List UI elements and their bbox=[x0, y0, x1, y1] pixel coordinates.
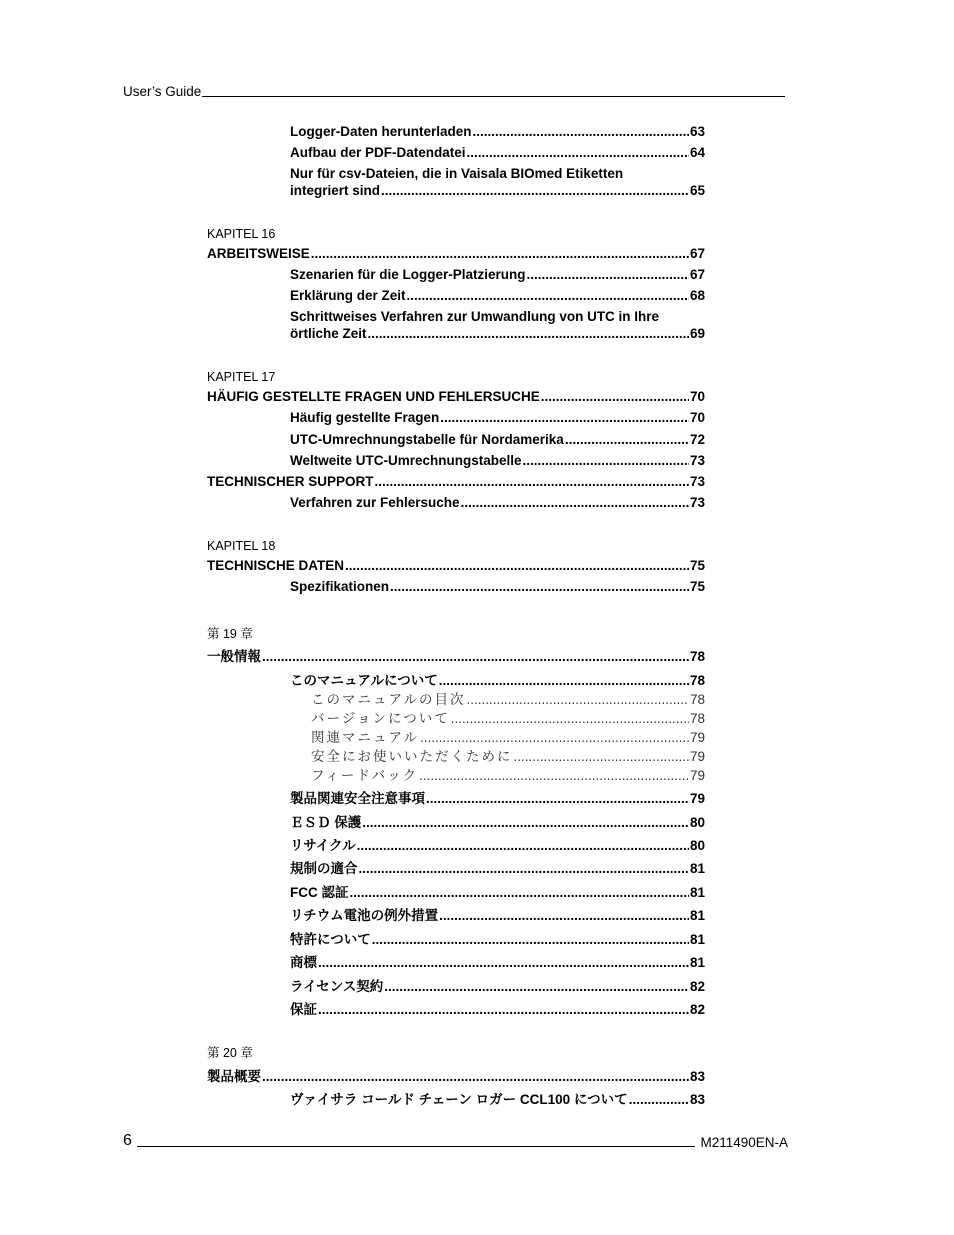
toc-leader bbox=[514, 749, 689, 764]
toc-entry[interactable] bbox=[311, 688, 705, 708]
toc-leader bbox=[439, 908, 689, 923]
toc-entry-title: Spezifikationen bbox=[290, 579, 390, 594]
toc-entry[interactable] bbox=[290, 124, 705, 139]
toc-entry[interactable] bbox=[290, 579, 705, 594]
toc-leader bbox=[345, 558, 689, 573]
toc-page-number: 63 bbox=[689, 124, 705, 139]
toc-entry-title: 製品関連安全注意事項 bbox=[290, 791, 425, 806]
toc-leader bbox=[419, 768, 689, 783]
toc-entry-title: HÄUFIG GESTELLTE FRAGEN UND FEHLERSUCHE bbox=[207, 389, 540, 404]
toc-leader bbox=[629, 1092, 689, 1107]
toc-page-number: 69 bbox=[689, 326, 705, 341]
toc-entry[interactable] bbox=[290, 410, 705, 425]
header-title: User’s Guide bbox=[123, 84, 202, 99]
chapter-label: KAPITEL 18 bbox=[207, 539, 276, 553]
toc-entry[interactable] bbox=[290, 857, 705, 877]
toc-page-number: 80 bbox=[689, 815, 705, 830]
toc-entry-title: Logger-Daten herunterladen bbox=[290, 124, 472, 139]
toc-leader bbox=[426, 791, 689, 806]
toc-entry[interactable] bbox=[207, 558, 705, 573]
toc-entry-title: 安全にお使いいただくために bbox=[311, 749, 513, 764]
toc-entry[interactable] bbox=[290, 669, 705, 689]
toc-page-number: 79 bbox=[689, 749, 705, 764]
toc-leader bbox=[318, 1002, 689, 1017]
toc-leader bbox=[451, 711, 689, 726]
toc-leader bbox=[357, 838, 689, 853]
toc-entry-title: 特許について bbox=[290, 932, 371, 947]
toc-entry[interactable] bbox=[207, 645, 705, 665]
toc-page-number: 75 bbox=[689, 558, 705, 573]
toc-entry-title: ARBEITSWEISE bbox=[207, 246, 310, 261]
toc-entry-title-line[interactable]: Schrittweises Verfahren zur Umwandlung von UTC in Ihre bbox=[290, 309, 660, 324]
toc-page-number: 70 bbox=[689, 389, 705, 404]
toc-leader bbox=[311, 246, 689, 261]
toc-entry-title: Weltweite UTC-Umrechnungstabelle bbox=[290, 453, 522, 468]
toc-page-number: 73 bbox=[689, 474, 705, 489]
toc-leader bbox=[439, 673, 689, 688]
toc-entry-title: 規制の適合 bbox=[290, 861, 358, 876]
toc-page-number: 79 bbox=[689, 730, 705, 745]
toc-leader bbox=[372, 932, 689, 947]
chapter-label: 第 19 章 bbox=[207, 627, 253, 641]
toc-page-number: 81 bbox=[689, 955, 705, 970]
toc-page-number: 65 bbox=[689, 183, 705, 198]
toc-page-number: 80 bbox=[689, 838, 705, 853]
footer-rule bbox=[137, 1146, 696, 1147]
toc-entry[interactable] bbox=[311, 726, 705, 746]
toc-page-number: 81 bbox=[689, 885, 705, 900]
toc-leader bbox=[440, 410, 689, 425]
toc-entry[interactable] bbox=[290, 951, 705, 971]
toc-page-number: 67 bbox=[689, 267, 705, 282]
toc-page-number: 67 bbox=[689, 246, 705, 261]
toc-leader bbox=[461, 495, 689, 510]
toc-page-number: 83 bbox=[689, 1069, 705, 1084]
toc-entry[interactable] bbox=[207, 1065, 705, 1085]
toc-leader bbox=[565, 432, 689, 447]
toc-entry-title: Verfahren zur Fehlersuche bbox=[290, 495, 460, 510]
toc-leader bbox=[420, 730, 689, 745]
toc-page-number: 73 bbox=[689, 495, 705, 510]
toc-entry[interactable] bbox=[290, 811, 705, 831]
toc-leader bbox=[407, 288, 689, 303]
toc-page-number: 70 bbox=[689, 410, 705, 425]
toc-leader bbox=[375, 474, 689, 489]
toc-page-number: 79 bbox=[689, 768, 705, 783]
toc-page-number: 73 bbox=[689, 453, 705, 468]
toc-leader bbox=[262, 1069, 689, 1084]
toc-page-number: 78 bbox=[689, 649, 705, 664]
toc-entry-title: このマニュアルについて bbox=[290, 673, 438, 688]
toc-entry[interactable] bbox=[290, 326, 705, 341]
toc-entry[interactable] bbox=[290, 432, 705, 447]
toc-entry-title: TECHNISCHE DATEN bbox=[207, 558, 345, 573]
toc-page-number: 75 bbox=[689, 579, 705, 594]
toc-leader bbox=[527, 267, 689, 282]
toc-leader bbox=[523, 453, 689, 468]
toc-entry[interactable] bbox=[290, 834, 705, 854]
toc-page-number: 78 bbox=[689, 692, 705, 707]
toc-page-number: 82 bbox=[689, 1002, 705, 1017]
toc-leader bbox=[350, 885, 689, 900]
toc-entry-title: Aufbau der PDF-Datendatei bbox=[290, 145, 466, 160]
toc-entry[interactable] bbox=[290, 453, 705, 468]
toc-entry[interactable] bbox=[290, 1088, 705, 1108]
toc-page-number: 81 bbox=[689, 861, 705, 876]
toc-leader bbox=[473, 124, 689, 139]
toc-entry[interactable] bbox=[207, 246, 705, 261]
toc-entry-title: 製品概要 bbox=[207, 1069, 261, 1084]
toc-entry[interactable] bbox=[207, 389, 705, 404]
toc-entry-title: バージョンについて bbox=[311, 711, 450, 726]
toc-entry[interactable] bbox=[207, 474, 705, 489]
toc-leader bbox=[368, 326, 689, 341]
toc-entry[interactable] bbox=[290, 787, 705, 807]
toc-entry-title: örtliche Zeit bbox=[290, 326, 367, 341]
toc-page-number: 82 bbox=[689, 979, 705, 994]
toc-entry[interactable] bbox=[290, 928, 705, 948]
toc-entry[interactable] bbox=[311, 745, 705, 765]
toc-leader bbox=[381, 183, 689, 198]
toc-entry[interactable] bbox=[311, 707, 705, 727]
toc-entry[interactable] bbox=[290, 267, 705, 282]
toc-leader bbox=[362, 815, 689, 830]
toc-entry-title: ヴァイサラ コールド チェーン ロガー CCL100 について bbox=[290, 1092, 628, 1107]
toc-entry-title: ＥＳＤ 保護 bbox=[290, 815, 362, 830]
toc-leader bbox=[390, 579, 689, 594]
toc-leader bbox=[541, 389, 689, 404]
chapter-label: KAPITEL 16 bbox=[207, 227, 276, 241]
toc-leader bbox=[359, 861, 689, 876]
chapter-label: 第 20 章 bbox=[207, 1046, 253, 1060]
toc-entry[interactable] bbox=[290, 998, 705, 1018]
toc-entry-title: フィードバック bbox=[311, 768, 419, 783]
toc-entry-title: 一般情報 bbox=[207, 649, 261, 664]
toc-page-number: 78 bbox=[689, 711, 705, 726]
page-footer bbox=[123, 1132, 788, 1150]
toc-entry[interactable] bbox=[290, 904, 705, 924]
toc-entry-title-line[interactable]: Nur für csv-Dateien, die in Vaisala BIOmed Etiketten bbox=[290, 166, 624, 181]
toc-entry-title: このマニュアルの目次 bbox=[311, 692, 466, 707]
toc-page-number: 83 bbox=[689, 1092, 705, 1107]
toc-leader bbox=[318, 955, 689, 970]
toc-leader bbox=[384, 979, 689, 994]
toc-entry[interactable] bbox=[290, 288, 705, 303]
toc-page-number: 79 bbox=[689, 791, 705, 806]
toc-entry-title: TECHNISCHER SUPPORT bbox=[207, 474, 374, 489]
toc-entry[interactable] bbox=[290, 975, 705, 995]
toc-entry-title: リサイクル bbox=[290, 838, 356, 853]
toc-entry-title: FCC 認証 bbox=[290, 885, 349, 900]
toc-entry-title: UTC-Umrechnungstabelle für Nordamerika bbox=[290, 432, 564, 447]
toc-entry-title: リチウム電池の例外措置 bbox=[290, 908, 439, 923]
toc-entry-title: integriert sind bbox=[290, 183, 381, 198]
toc-page-number: 72 bbox=[689, 432, 705, 447]
toc-page-number: 81 bbox=[689, 908, 705, 923]
toc-entry-title: ライセンス契約 bbox=[290, 979, 384, 994]
toc-page-number: 68 bbox=[689, 288, 705, 303]
footer-doc-code: M211490EN-A bbox=[700, 1135, 788, 1150]
toc-entry-title: Erklärung der Zeit bbox=[290, 288, 406, 303]
toc-entry[interactable] bbox=[290, 145, 705, 160]
toc-entry[interactable] bbox=[311, 764, 705, 784]
footer-page-number: 6 bbox=[123, 1132, 132, 1149]
toc-leader bbox=[262, 649, 689, 664]
toc-entry[interactable] bbox=[290, 881, 705, 901]
toc-leader bbox=[467, 145, 689, 160]
toc-entry-title: Häufig gestellte Fragen bbox=[290, 410, 440, 425]
toc-entry[interactable] bbox=[290, 183, 705, 198]
toc-entry-title: Szenarien für die Logger-Platzierung bbox=[290, 267, 526, 282]
toc-page-number: 81 bbox=[689, 932, 705, 947]
toc-entry-title: 商標 bbox=[290, 955, 317, 970]
toc-leader bbox=[466, 692, 689, 707]
toc-entry[interactable] bbox=[290, 495, 705, 510]
toc-entry-title: 関連マニュアル bbox=[311, 730, 419, 745]
chapter-label: KAPITEL 17 bbox=[207, 370, 276, 384]
toc-entry-title: 保証 bbox=[290, 1002, 317, 1017]
toc-page-number: 64 bbox=[689, 145, 705, 160]
toc-page-number: 78 bbox=[689, 673, 705, 688]
